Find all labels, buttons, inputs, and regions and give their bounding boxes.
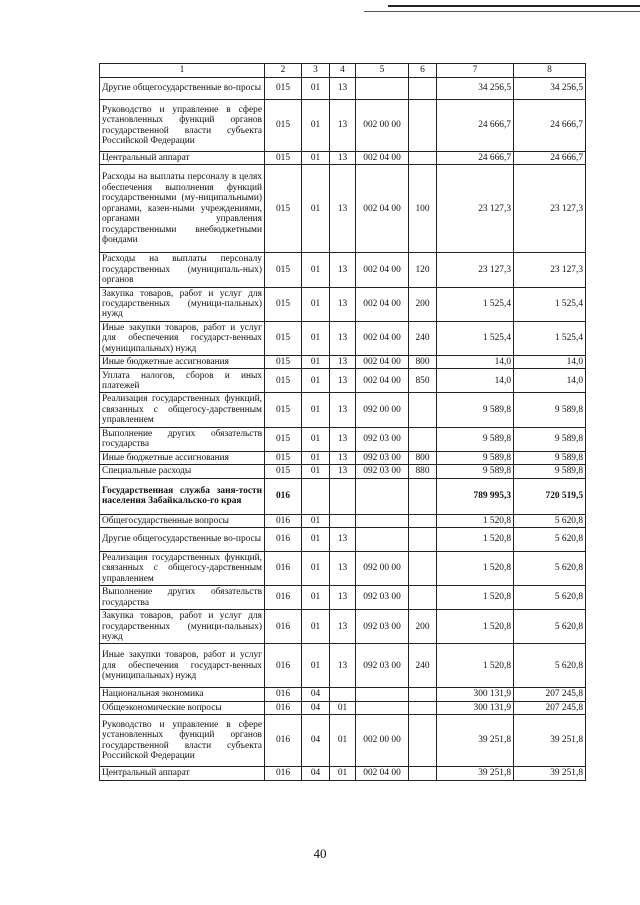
header-cell: 4 bbox=[330, 64, 356, 78]
admin-code-cell: 015 bbox=[265, 253, 302, 287]
amount-col7-cell: 1 525,4 bbox=[437, 287, 514, 321]
table-row bbox=[100, 610, 586, 644]
section-code-cell: 01 bbox=[302, 321, 330, 355]
target-article-cell: 092 03 00 bbox=[356, 586, 409, 610]
amount-col7-cell: 14,0 bbox=[437, 369, 514, 393]
amount-col7-cell: 300 131,9 bbox=[437, 688, 514, 701]
amount-col8-cell: 9 589,8 bbox=[514, 465, 586, 478]
row-name-cell: Реализация государственных функций, связанных с общегосу-дарственным управлением bbox=[100, 551, 265, 585]
row-name-cell: Другие общегосударственные во-просы bbox=[100, 78, 265, 100]
admin-code-cell: 016 bbox=[265, 688, 302, 701]
header-cell: 1 bbox=[100, 64, 265, 78]
section-code-cell: 01 bbox=[302, 551, 330, 585]
amount-col7-cell: 1 520,8 bbox=[437, 551, 514, 585]
amount-col7-cell: 39 251,8 bbox=[437, 715, 514, 767]
row-name-cell: Уплата налогов, сборов и иных платежей bbox=[100, 369, 265, 393]
amount-col8-cell: 39 251,8 bbox=[514, 715, 586, 767]
table-row bbox=[100, 393, 586, 427]
amount-col8-cell: 720 519,5 bbox=[514, 478, 586, 514]
subsection-code-cell: 13 bbox=[330, 78, 356, 100]
amount-col8-cell: 14,0 bbox=[514, 356, 586, 369]
table-row bbox=[100, 527, 586, 551]
expense-type-cell bbox=[409, 100, 437, 152]
expense-type-cell bbox=[409, 152, 437, 165]
row-name-cell: Государственная служба заня-тости населения Забайкальско-го края bbox=[100, 478, 265, 514]
amount-col8-cell: 9 589,8 bbox=[514, 393, 586, 427]
expense-type-cell bbox=[409, 514, 437, 527]
subsection-code-cell: 13 bbox=[330, 551, 356, 585]
header-rule-thick bbox=[388, 5, 640, 7]
section-code-cell: 01 bbox=[302, 644, 330, 688]
table-row bbox=[100, 427, 586, 451]
admin-code-cell: 016 bbox=[265, 514, 302, 527]
section-code-cell: 01 bbox=[302, 451, 330, 464]
expense-type-cell: 100 bbox=[409, 165, 437, 253]
expense-type-cell bbox=[409, 586, 437, 610]
expense-type-cell bbox=[409, 688, 437, 701]
subsection-code-cell: 01 bbox=[330, 767, 356, 780]
table-row bbox=[100, 644, 586, 688]
table-row bbox=[100, 465, 586, 478]
amount-col7-cell: 9 589,8 bbox=[437, 393, 514, 427]
section-code-cell: 01 bbox=[302, 356, 330, 369]
subsection-code-cell: 13 bbox=[330, 644, 356, 688]
amount-col7-cell: 9 589,8 bbox=[437, 451, 514, 464]
target-article-cell: 002 04 00 bbox=[356, 321, 409, 355]
subsection-code-cell: 13 bbox=[330, 321, 356, 355]
subsection-code-cell: 13 bbox=[330, 393, 356, 427]
amount-col8-cell: 5 620,8 bbox=[514, 551, 586, 585]
amount-col7-cell: 9 589,8 bbox=[437, 427, 514, 451]
admin-code-cell: 015 bbox=[265, 152, 302, 165]
target-article-cell: 092 00 00 bbox=[356, 551, 409, 585]
amount-col7-cell: 14,0 bbox=[437, 356, 514, 369]
target-article-cell: 092 03 00 bbox=[356, 610, 409, 644]
section-code-cell: 01 bbox=[302, 78, 330, 100]
section-code-cell: 01 bbox=[302, 369, 330, 393]
expense-type-cell bbox=[409, 767, 437, 780]
admin-code-cell: 015 bbox=[265, 427, 302, 451]
row-name-cell: Другие общегосударственные во-просы bbox=[100, 527, 265, 551]
table-header-row bbox=[100, 64, 586, 78]
table-row bbox=[100, 369, 586, 393]
expense-type-cell: 850 bbox=[409, 369, 437, 393]
table-row bbox=[100, 551, 586, 585]
table-row bbox=[100, 321, 586, 355]
admin-code-cell: 016 bbox=[265, 701, 302, 714]
admin-code-cell: 016 bbox=[265, 551, 302, 585]
amount-col7-cell: 1 520,8 bbox=[437, 586, 514, 610]
amount-col8-cell: 39 251,8 bbox=[514, 767, 586, 780]
header-cell: 3 bbox=[302, 64, 330, 78]
amount-col8-cell: 5 620,8 bbox=[514, 644, 586, 688]
section-code-cell: 04 bbox=[302, 701, 330, 714]
table-row bbox=[100, 78, 586, 100]
subsection-code-cell: 13 bbox=[330, 287, 356, 321]
expense-type-cell bbox=[409, 527, 437, 551]
section-code-cell: 01 bbox=[302, 514, 330, 527]
amount-col8-cell: 23 127,3 bbox=[514, 165, 586, 253]
header-rule-thin bbox=[364, 11, 640, 12]
admin-code-cell: 016 bbox=[265, 527, 302, 551]
target-article-cell: 092 00 00 bbox=[356, 393, 409, 427]
amount-col8-cell: 34 256,5 bbox=[514, 78, 586, 100]
table-row bbox=[100, 100, 586, 152]
page-number: 40 bbox=[313, 846, 327, 861]
target-article-cell: 002 04 00 bbox=[356, 767, 409, 780]
amount-col7-cell: 1 520,8 bbox=[437, 644, 514, 688]
section-code-cell bbox=[302, 478, 330, 514]
subsection-code-cell bbox=[330, 688, 356, 701]
target-article-cell: 002 00 00 bbox=[356, 715, 409, 767]
header-cell: 2 bbox=[265, 64, 302, 78]
admin-code-cell: 015 bbox=[265, 321, 302, 355]
subsection-code-cell bbox=[330, 478, 356, 514]
header-cell: 6 bbox=[409, 64, 437, 78]
amount-col7-cell: 789 995,3 bbox=[437, 478, 514, 514]
expense-type-cell: 200 bbox=[409, 610, 437, 644]
amount-col7-cell: 39 251,8 bbox=[437, 767, 514, 780]
table-row bbox=[100, 688, 586, 701]
target-article-cell: 002 04 00 bbox=[356, 152, 409, 165]
expense-type-cell bbox=[409, 478, 437, 514]
subsection-code-cell: 13 bbox=[330, 427, 356, 451]
expense-type-cell bbox=[409, 393, 437, 427]
admin-code-cell: 016 bbox=[265, 715, 302, 767]
admin-code-cell: 016 bbox=[265, 610, 302, 644]
subsection-code-cell: 13 bbox=[330, 465, 356, 478]
section-code-cell: 01 bbox=[302, 465, 330, 478]
amount-col7-cell: 1 520,8 bbox=[437, 610, 514, 644]
row-name-cell: Иные закупки товаров, работ и услуг для обеспечения государст-венных (муниципальных) нужд bbox=[100, 644, 265, 688]
section-code-cell: 04 bbox=[302, 688, 330, 701]
target-article-cell bbox=[356, 478, 409, 514]
amount-col7-cell: 23 127,3 bbox=[437, 165, 514, 253]
amount-col8-cell: 9 589,8 bbox=[514, 451, 586, 464]
subsection-code-cell: 01 bbox=[330, 715, 356, 767]
header-cell: 5 bbox=[356, 64, 409, 78]
section-code-cell: 01 bbox=[302, 100, 330, 152]
amount-col7-cell: 1 525,4 bbox=[437, 321, 514, 355]
row-name-cell: Руководство и управление в сфере установленных функций органов государственной власти субъекта Российской Федерации bbox=[100, 715, 265, 767]
row-name-cell: Закупка товаров, работ и услуг для государственных (муници-пальных) нужд bbox=[100, 610, 265, 644]
target-article-cell: 092 03 00 bbox=[356, 451, 409, 464]
row-name-cell: Расходы на выплаты персоналу в целях обеспечения выполнения функций государственными (му-ниципальными) органами, казен-ными учреждениями, органами управления государственными внебюджетными фондами bbox=[100, 165, 265, 253]
amount-col8-cell: 24 666,7 bbox=[514, 100, 586, 152]
row-name-cell: Специальные расходы bbox=[100, 465, 265, 478]
row-name-cell: Центральный аппарат bbox=[100, 152, 265, 165]
row-name-cell: Закупка товаров, работ и услуг для государственных (муници-пальных) нужд bbox=[100, 287, 265, 321]
section-code-cell: 04 bbox=[302, 767, 330, 780]
row-name-cell: Выполнение других обязательств государства bbox=[100, 586, 265, 610]
admin-code-cell: 015 bbox=[265, 369, 302, 393]
section-code-cell: 01 bbox=[302, 165, 330, 253]
target-article-cell: 002 04 00 bbox=[356, 253, 409, 287]
amount-col7-cell: 23 127,3 bbox=[437, 253, 514, 287]
subsection-code-cell: 13 bbox=[330, 369, 356, 393]
target-article-cell bbox=[356, 701, 409, 714]
admin-code-cell: 016 bbox=[265, 586, 302, 610]
admin-code-cell: 015 bbox=[265, 78, 302, 100]
expense-type-cell: 200 bbox=[409, 287, 437, 321]
target-article-cell: 002 04 00 bbox=[356, 356, 409, 369]
table-row bbox=[100, 152, 586, 165]
table-row bbox=[100, 165, 586, 253]
expense-type-cell: 800 bbox=[409, 451, 437, 464]
section-code-cell: 04 bbox=[302, 715, 330, 767]
table-row bbox=[100, 287, 586, 321]
row-name-cell: Иные бюджетные ассигнования bbox=[100, 451, 265, 464]
subsection-code-cell: 13 bbox=[330, 253, 356, 287]
target-article-cell: 002 04 00 bbox=[356, 369, 409, 393]
subsection-code-cell: 13 bbox=[330, 610, 356, 644]
subsection-code-cell: 13 bbox=[330, 356, 356, 369]
header-cell: 8 bbox=[514, 64, 586, 78]
budget-table bbox=[99, 63, 586, 781]
subsection-code-cell: 13 bbox=[330, 100, 356, 152]
admin-code-cell: 015 bbox=[265, 393, 302, 427]
section-code-cell: 01 bbox=[302, 527, 330, 551]
amount-col7-cell: 300 131,9 bbox=[437, 701, 514, 714]
expense-type-cell bbox=[409, 701, 437, 714]
amount-col7-cell: 24 666,7 bbox=[437, 100, 514, 152]
amount-col8-cell: 1 525,4 bbox=[514, 321, 586, 355]
amount-col8-cell: 207 245,8 bbox=[514, 688, 586, 701]
section-code-cell: 01 bbox=[302, 610, 330, 644]
target-article-cell: 092 03 00 bbox=[356, 427, 409, 451]
amount-col8-cell: 5 620,8 bbox=[514, 586, 586, 610]
row-name-cell: Общегосударственные вопросы bbox=[100, 514, 265, 527]
subsection-code-cell: 01 bbox=[330, 701, 356, 714]
admin-code-cell: 015 bbox=[265, 287, 302, 321]
row-name-cell: Центральный аппарат bbox=[100, 767, 265, 780]
section-code-cell: 01 bbox=[302, 287, 330, 321]
amount-col8-cell: 5 620,8 bbox=[514, 610, 586, 644]
admin-code-cell: 016 bbox=[265, 644, 302, 688]
subsection-code-cell: 13 bbox=[330, 152, 356, 165]
header-cell: 7 bbox=[437, 64, 514, 78]
admin-code-cell: 016 bbox=[265, 478, 302, 514]
expense-type-cell: 880 bbox=[409, 465, 437, 478]
amount-col7-cell: 24 666,7 bbox=[437, 152, 514, 165]
table-row bbox=[100, 478, 586, 514]
row-name-cell: Руководство и управление в сфере установленных функций органов государственной власти субъекта Российской Федерации bbox=[100, 100, 265, 152]
amount-col8-cell: 1 525,4 bbox=[514, 287, 586, 321]
target-article-cell bbox=[356, 688, 409, 701]
amount-col8-cell: 207 245,8 bbox=[514, 701, 586, 714]
amount-col7-cell: 1 520,8 bbox=[437, 527, 514, 551]
target-article-cell: 092 03 00 bbox=[356, 465, 409, 478]
expense-type-cell bbox=[409, 78, 437, 100]
subsection-code-cell: 13 bbox=[330, 527, 356, 551]
section-code-cell: 01 bbox=[302, 586, 330, 610]
table-row bbox=[100, 701, 586, 714]
subsection-code-cell: 13 bbox=[330, 451, 356, 464]
admin-code-cell: 015 bbox=[265, 356, 302, 369]
row-name-cell: Иные бюджетные ассигнования bbox=[100, 356, 265, 369]
table-row bbox=[100, 514, 586, 527]
expense-type-cell bbox=[409, 551, 437, 585]
expense-type-cell: 120 bbox=[409, 253, 437, 287]
table-row bbox=[100, 253, 586, 287]
target-article-cell: 092 03 00 bbox=[356, 644, 409, 688]
row-name-cell: Общеэкономические вопросы bbox=[100, 701, 265, 714]
amount-col8-cell: 14,0 bbox=[514, 369, 586, 393]
expense-type-cell: 240 bbox=[409, 321, 437, 355]
table-row bbox=[100, 356, 586, 369]
row-name-cell: Выполнение других обязательств государства bbox=[100, 427, 265, 451]
expense-type-cell: 800 bbox=[409, 356, 437, 369]
target-article-cell bbox=[356, 78, 409, 100]
amount-col8-cell: 9 589,8 bbox=[514, 427, 586, 451]
row-name-cell: Реализация государственных функций, связанных с общегосу-дарственным управлением bbox=[100, 393, 265, 427]
admin-code-cell: 015 bbox=[265, 451, 302, 464]
section-code-cell: 01 bbox=[302, 393, 330, 427]
amount-col7-cell: 9 589,8 bbox=[437, 465, 514, 478]
table-row bbox=[100, 767, 586, 780]
target-article-cell bbox=[356, 514, 409, 527]
target-article-cell: 002 04 00 bbox=[356, 287, 409, 321]
amount-col7-cell: 1 520,8 bbox=[437, 514, 514, 527]
table-row bbox=[100, 451, 586, 464]
amount-col8-cell: 24 666,7 bbox=[514, 152, 586, 165]
row-name-cell: Национальная экономика bbox=[100, 688, 265, 701]
section-code-cell: 01 bbox=[302, 152, 330, 165]
section-code-cell: 01 bbox=[302, 427, 330, 451]
row-name-cell: Иные закупки товаров, работ и услуг для обеспечения государст-венных (муниципальных) нужд bbox=[100, 321, 265, 355]
row-name-cell: Расходы на выплаты персоналу государственных (муниципаль-ных) органов bbox=[100, 253, 265, 287]
amount-col7-cell: 34 256,5 bbox=[437, 78, 514, 100]
section-code-cell: 01 bbox=[302, 253, 330, 287]
table-row bbox=[100, 715, 586, 767]
target-article-cell bbox=[356, 527, 409, 551]
target-article-cell: 002 00 00 bbox=[356, 100, 409, 152]
table-row bbox=[100, 586, 586, 610]
admin-code-cell: 016 bbox=[265, 767, 302, 780]
amount-col8-cell: 5 620,8 bbox=[514, 527, 586, 551]
expense-type-cell bbox=[409, 427, 437, 451]
admin-code-cell: 015 bbox=[265, 465, 302, 478]
admin-code-cell: 015 bbox=[265, 165, 302, 253]
subsection-code-cell bbox=[330, 514, 356, 527]
expense-type-cell: 240 bbox=[409, 644, 437, 688]
target-article-cell: 002 04 00 bbox=[356, 165, 409, 253]
admin-code-cell: 015 bbox=[265, 100, 302, 152]
subsection-code-cell: 13 bbox=[330, 165, 356, 253]
amount-col8-cell: 23 127,3 bbox=[514, 253, 586, 287]
subsection-code-cell: 13 bbox=[330, 586, 356, 610]
amount-col8-cell: 5 620,8 bbox=[514, 514, 586, 527]
expense-type-cell bbox=[409, 715, 437, 767]
